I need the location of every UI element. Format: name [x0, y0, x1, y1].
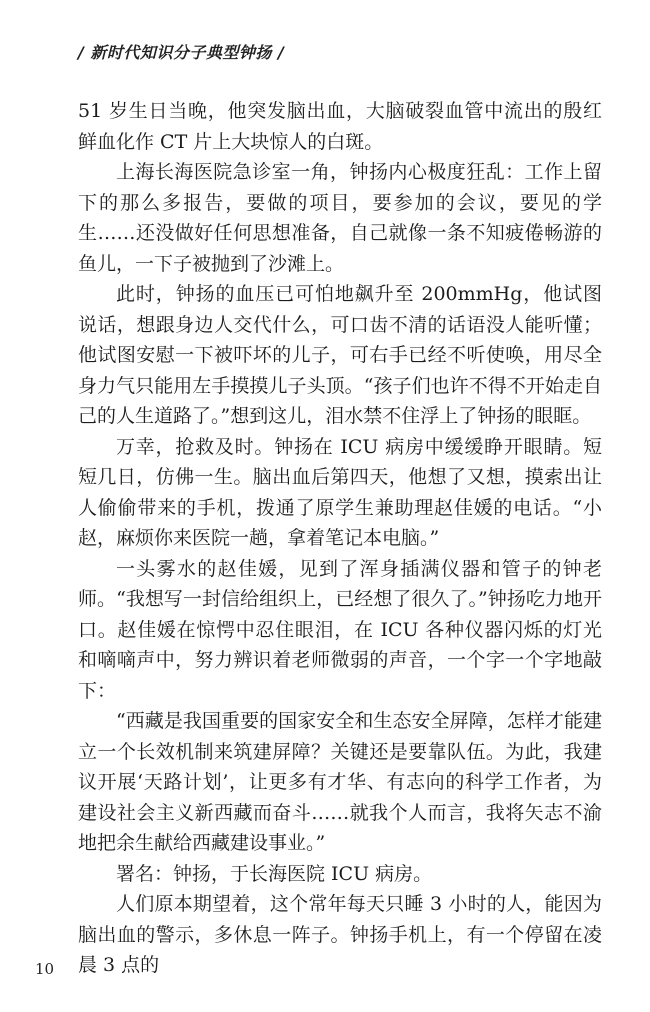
running-header: / 新时代知识分子典型钟扬 /: [78, 43, 285, 62]
paragraph-3: 此时，钟扬的血压已可怕地飙升至 200mmHg，他试图说话，想跟身边人交代什么，可口齿不清的话语没人能听懂；他试图安慰一下被吓坏的儿子，可右手已经不听使唤，用尽全身力气只能用左手摸摸儿子头顶。“孩子们也许不得不开始走自己的人生道路了。”想到这儿，泪水禁不住浮上了钟扬的眼眶。: [78, 283, 602, 427]
paragraph-5: 一头雾水的赵佳媛，见到了浑身插满仪器和管子的钟老师。“我想写一封信给组织上，已经想了很久了。”钟扬吃力地开口。赵佳媛在惊愕中忍住眼泪，在 ICU 各种仪器闪烁的灯光和嘀嘀声中，努力辨识着老师微弱的声音，一个字一个字地敲下：: [78, 557, 602, 702]
body-text: [78, 96, 602, 981]
page-number: 10: [35, 960, 55, 978]
paragraph-2: 上海长海医院急诊室一角，钟扬内心极度狂乱：工作上留下的那么多报告，要做的项目，要参加的会议，要见的学生……还没做好任何思想准备，自己就像一条不知疲倦畅游的鱼儿，一下子被抛到了沙滩上。: [78, 161, 602, 275]
paragraph-1: 51 岁生日当晚，他突发脑出血，大脑破裂血管中流出的殷红鲜血化作 CT 片上大块惊人的白斑。: [78, 100, 602, 153]
paragraph-6-letter-quote: “西藏是我国重要的国家安全和生态安全屏障，怎样才能建立一个长效机制来筑建屏障？关键还是要靠队伍。为此，我建议开展‘天路计划’，让更多有才华、有志向的科学工作者，为建设社会主义新西藏而奋斗……就我个人而言，我将矢志不渝地把余生献给西藏建设事业。”: [78, 710, 602, 854]
paragraph-4: 万幸，抢救及时。钟扬在 ICU 病房中缓缓睁开眼睛。短短几日，仿佛一生。脑出血后第四天，他想了又想，摸索出让人偷偷带来的手机，拨通了原学生兼助理赵佳媛的电话。“小赵，麻烦你来医院一趟，拿着笔记本电脑。”: [78, 435, 602, 549]
paragraph-8: 人们原本期望着，这个常年每天只睡 3 小时的人，能因为脑出血的警示，多休息一阵子。钟扬手机上，有一个停留在凌晨 3 点的: [78, 893, 602, 976]
paragraph-7-signature: 署名：钟扬，于长海医院 ICU 病房。: [116, 862, 433, 885]
